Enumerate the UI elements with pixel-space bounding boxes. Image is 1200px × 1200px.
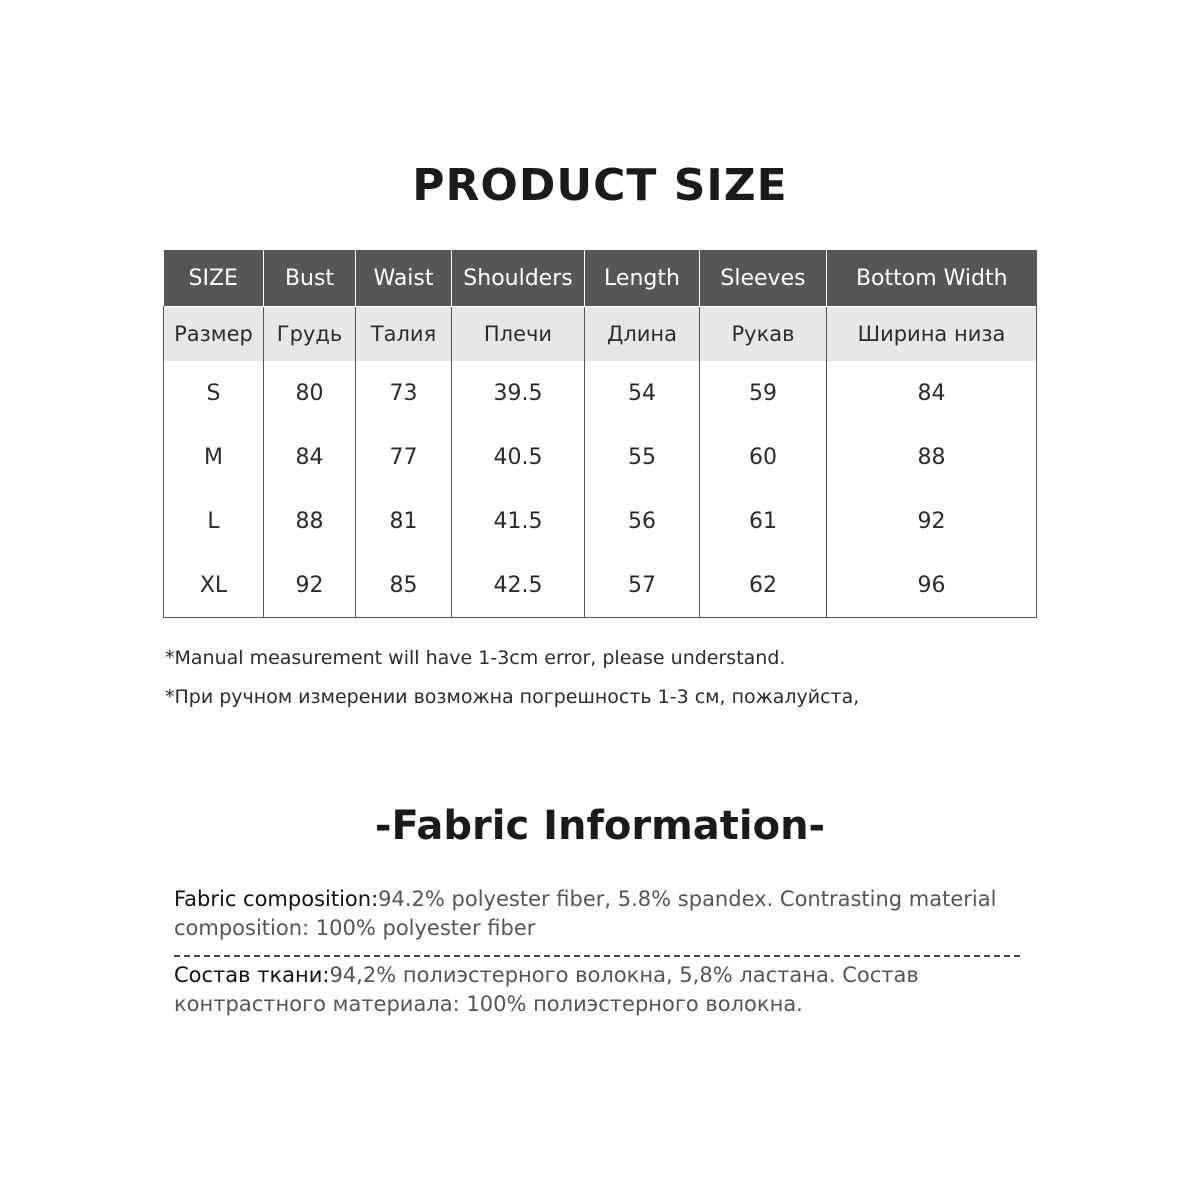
waist-value: 81: [356, 489, 452, 553]
product-size-title: PRODUCT SIZE: [412, 160, 788, 211]
size-label: XL: [164, 553, 264, 618]
fabric-composition-ru-text: 94,2% полиэстерного волокна, 5,8% ластана. Состав контрастного материала: 100% полиэстерного волокна.: [174, 963, 919, 1016]
bust-value: 88: [264, 489, 356, 553]
bottom-width-value: 84: [827, 361, 1037, 425]
bottom-width-value: 92: [827, 489, 1037, 553]
header-ru-length: Длина: [585, 307, 700, 362]
header-waist: Waist: [356, 250, 452, 307]
fabric-composition-en-text: 94.2% polyester fiber, 5.8% spandex. Contrasting material composition: 100% polyester fiber: [174, 887, 997, 940]
measurement-note-ru: *При ручном измерении возможна погрешность 1-3 см, пожалуйста,: [165, 686, 860, 708]
table-row: [164, 553, 1037, 618]
header-size: SIZE: [164, 250, 264, 307]
measurement-note-en: *Manual measurement will have 1-3cm error, please understand.: [165, 647, 786, 669]
shoulders-value: 39.5: [452, 361, 585, 425]
table-row: [164, 425, 1037, 489]
waist-value: 73: [356, 361, 452, 425]
sleeves-value: 62: [700, 553, 827, 618]
length-value: 57: [585, 553, 700, 618]
sleeves-value: 60: [700, 425, 827, 489]
dashed-divider: [174, 955, 1020, 957]
bust-value: 84: [264, 425, 356, 489]
header-row-en: [164, 250, 1037, 307]
header-sleeves: Sleeves: [700, 250, 827, 307]
size-label: S: [164, 361, 264, 425]
header-ru-sleeves: Рукав: [700, 307, 827, 362]
header-length: Length: [585, 250, 700, 307]
bust-value: 92: [264, 553, 356, 618]
sleeves-value: 59: [700, 361, 827, 425]
header-ru-size: Размер: [164, 307, 264, 362]
header-shoulders: Shoulders: [452, 250, 585, 307]
bottom-width-value: 88: [827, 425, 1037, 489]
table-row: [164, 489, 1037, 553]
sleeves-value: 61: [700, 489, 827, 553]
table-row: [164, 361, 1037, 425]
fabric-composition-ru-label: Состав ткани:: [174, 963, 330, 987]
waist-value: 85: [356, 553, 452, 618]
bust-value: 80: [264, 361, 356, 425]
shoulders-value: 41.5: [452, 489, 585, 553]
fabric-info-title: -Fabric Information-: [374, 803, 826, 849]
length-value: 56: [585, 489, 700, 553]
fabric-composition-en-label: Fabric composition:: [174, 887, 379, 911]
fabric-composition-ru: [174, 961, 1024, 1019]
waist-value: 77: [356, 425, 452, 489]
size-label: M: [164, 425, 264, 489]
header-ru-waist: Талия: [356, 307, 452, 362]
header-ru-shoulders: Плечи: [452, 307, 585, 362]
length-value: 55: [585, 425, 700, 489]
bottom-width-value: 96: [827, 553, 1037, 618]
length-value: 54: [585, 361, 700, 425]
shoulders-value: 42.5: [452, 553, 585, 618]
header-row-ru: [164, 307, 1037, 362]
header-ru-bust: Грудь: [264, 307, 356, 362]
size-label: L: [164, 489, 264, 553]
header-bust: Bust: [264, 250, 356, 307]
header-ru-bottom-width: Ширина низа: [827, 307, 1037, 362]
size-table: [163, 250, 1037, 618]
fabric-composition-en: [174, 885, 1024, 943]
shoulders-value: 40.5: [452, 425, 585, 489]
header-bottom-width: Bottom Width: [827, 250, 1037, 307]
